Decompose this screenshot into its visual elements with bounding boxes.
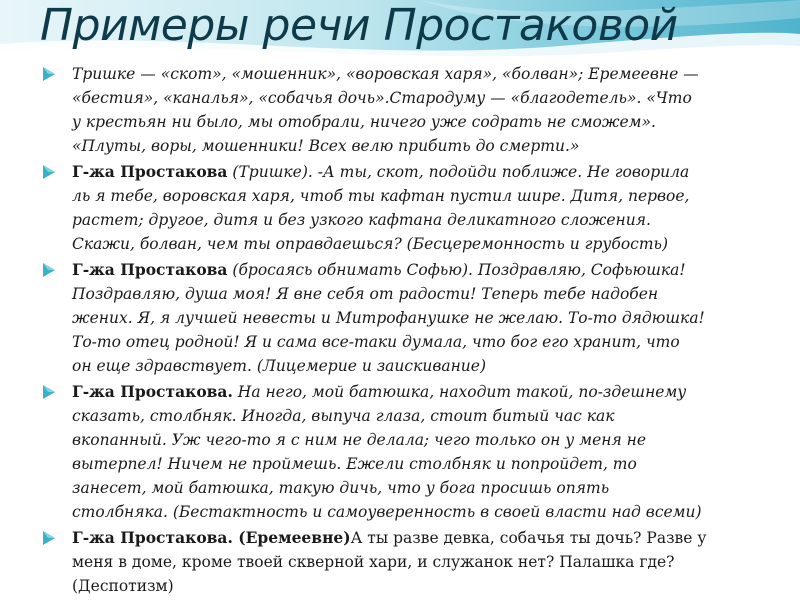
speaker-label: Г-жа Простакова — [72, 260, 228, 279]
list-item — [40, 380, 780, 524]
list-item-text: (бросаясь обнимать Софью). Поздравляю, Софьюшка! Поздравляю, душа моя! Я вне себя от радости! Теперь тебе надобен жених. Я, я лучшей невесты и Митрофанушке не желаю. То-то дядюшка! То-то отец родной! Я и сама все-таки думала, что бог его хранит, что он еще здравствует. (Лицемерие и заискивание) — [72, 261, 705, 375]
list-item — [40, 526, 780, 598]
bullet-triangle-icon — [42, 66, 56, 82]
list-item-text: А ты разве девка, собачья ты дочь? Разве у меня в доме, кроме твоей скверной хари, и служанок нет? Палашка где? (Деспотизм) — [72, 529, 707, 595]
slide-title: Примеры речи Простаковой — [40, 0, 678, 51]
list-item-text: (Тришке). -А ты, скот, подойди поближе. Не говорила ль я тебе, воровская харя, чтоб ты кафтан пустил шире. Дитя, первое, растет; другое, дитя и без узкого кафтана деликатного сложения. Скажи, болван, чем ты оправдаешься? (Бесцеремонность и грубость) — [72, 163, 690, 253]
bullet-triangle-icon — [42, 530, 56, 546]
list-item — [40, 258, 780, 378]
list-item-text: На него, мой батюшка, находит такой, по-здешнему сказать, столбняк. Иногда, выпуча глаза, стоит битый час как вкопанный. Уж чего-то я с ним не делала; чего только он у меня не вытерпел! Ничем не проймешь. Ежели столбняк и попройдет, то занесет, мой батюшка, такую дичь, что у бога просишь опять столбняка. (Бестактность и самоуверенность в своей власти над всеми) — [72, 383, 702, 521]
list-item — [40, 160, 780, 256]
bullet-triangle-icon — [42, 164, 56, 180]
speaker-label: Г-жа Простакова. (Еремеевне) — [72, 528, 351, 547]
list-item-text: Тришке — «скот», «мошенник», «воровская харя», «болван»; Еремеевне — «бестия», «каналья», «собачья дочь».Стародуму — «благодетель». «Что у крестьян ни было, мы отобрали, ничего уже содрать не сможем». «Плуты, воры, мошенники! Всех велю прибить до смерти.» — [72, 65, 699, 155]
list-item — [40, 62, 780, 158]
bullet-triangle-icon — [42, 262, 56, 278]
speaker-label: Г-жа Простакова. — [72, 382, 233, 401]
bullet-triangle-icon — [42, 384, 56, 400]
quote-list — [40, 62, 780, 600]
speaker-label: Г-жа Простакова — [72, 162, 228, 181]
